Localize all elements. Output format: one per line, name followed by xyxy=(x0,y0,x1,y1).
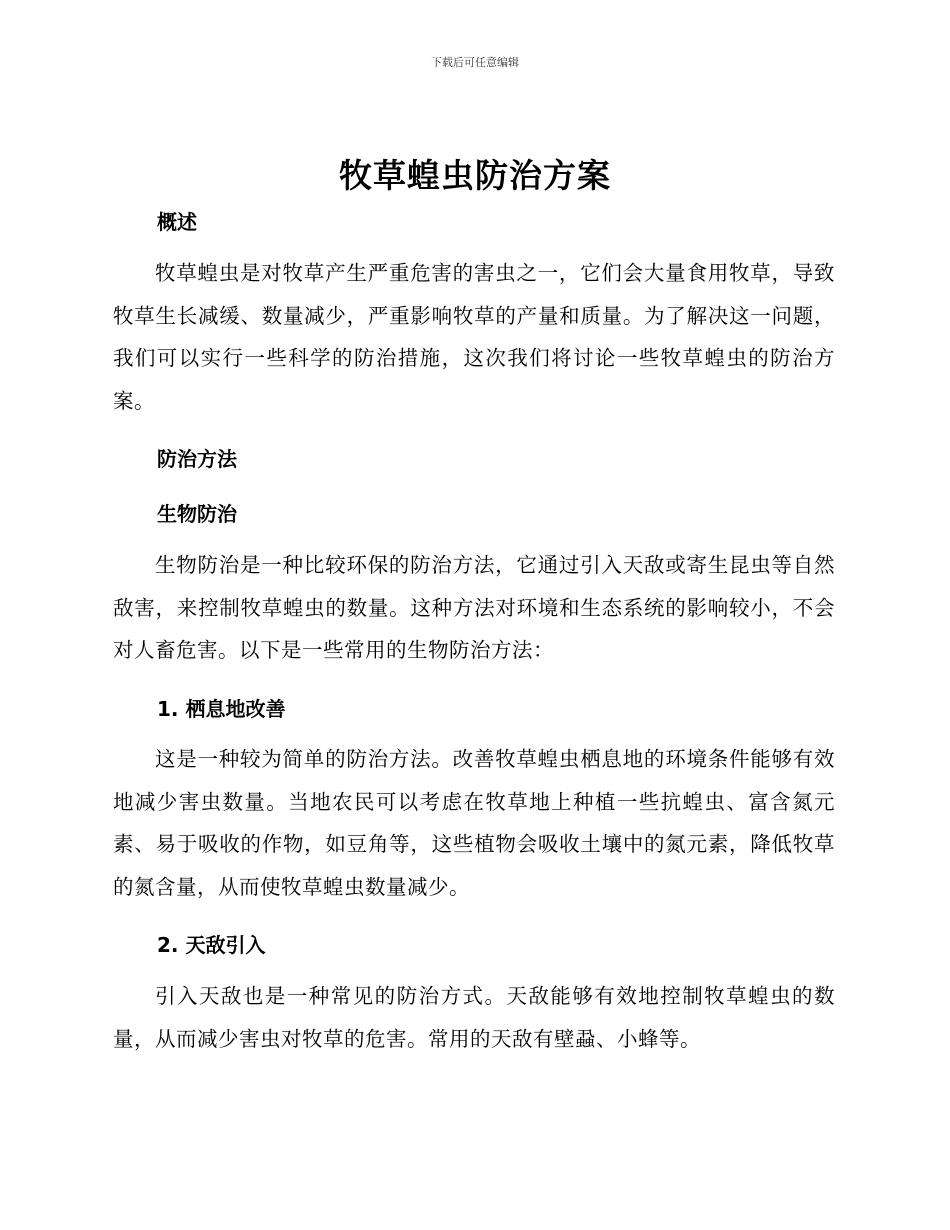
paragraph-overview: 牧草蝗虫是对牧草产生严重危害的害虫之一，它们会大量食用牧草，导致牧草生长减缓、数量减少，严重影响牧草的产量和质量。为了解决这一问题，我们可以实行一些科学的防治措施，这次我们将讨论一些牧草蝗虫的防治方案。 xyxy=(113,261,835,413)
heading-methods: 防治方法 xyxy=(157,447,237,471)
paragraph-natural-enemy: 引入天敌也是一种常见的防治方式。天敌能够有效地控制牧草蝗虫的数量，从而减少害虫对牧草的危害。常用的天敌有壁蝨、小蜂等。 xyxy=(113,984,835,1051)
paragraph-habitat: 这是一种较为简单的防治方法。改善牧草蝗虫栖息地的环境条件能够有效地减少害虫数量。当地农民可以考虑在牧草地上种植一些抗蝗虫、富含氮元素、易于吸收的作物，如豆角等，这些植物会吸收土壤中的氮元素，降低牧草的氮含量，从而使牧草蝗虫数量减少。 xyxy=(113,747,835,899)
document-title: 牧草蝗虫防治方案 xyxy=(339,156,611,195)
header-note: 下载后可任意编辑 xyxy=(431,56,519,69)
paragraph-bio-control: 生物防治是一种比较环保的防治方法，它通过引入天敌或寄生昆虫等自然敌害，来控制牧草蝗虫的数量。这种方法对环境和生态系统的影响较小，不会对人畜危害。以下是一些常用的生物防治方法： xyxy=(113,553,835,662)
heading-overview: 概述 xyxy=(157,210,197,234)
heading-habitat: 1. 栖息地改善 xyxy=(157,697,286,721)
heading-natural-enemy: 2. 天敌引入 xyxy=(157,933,266,957)
heading-bio-control: 生物防治 xyxy=(157,502,237,526)
